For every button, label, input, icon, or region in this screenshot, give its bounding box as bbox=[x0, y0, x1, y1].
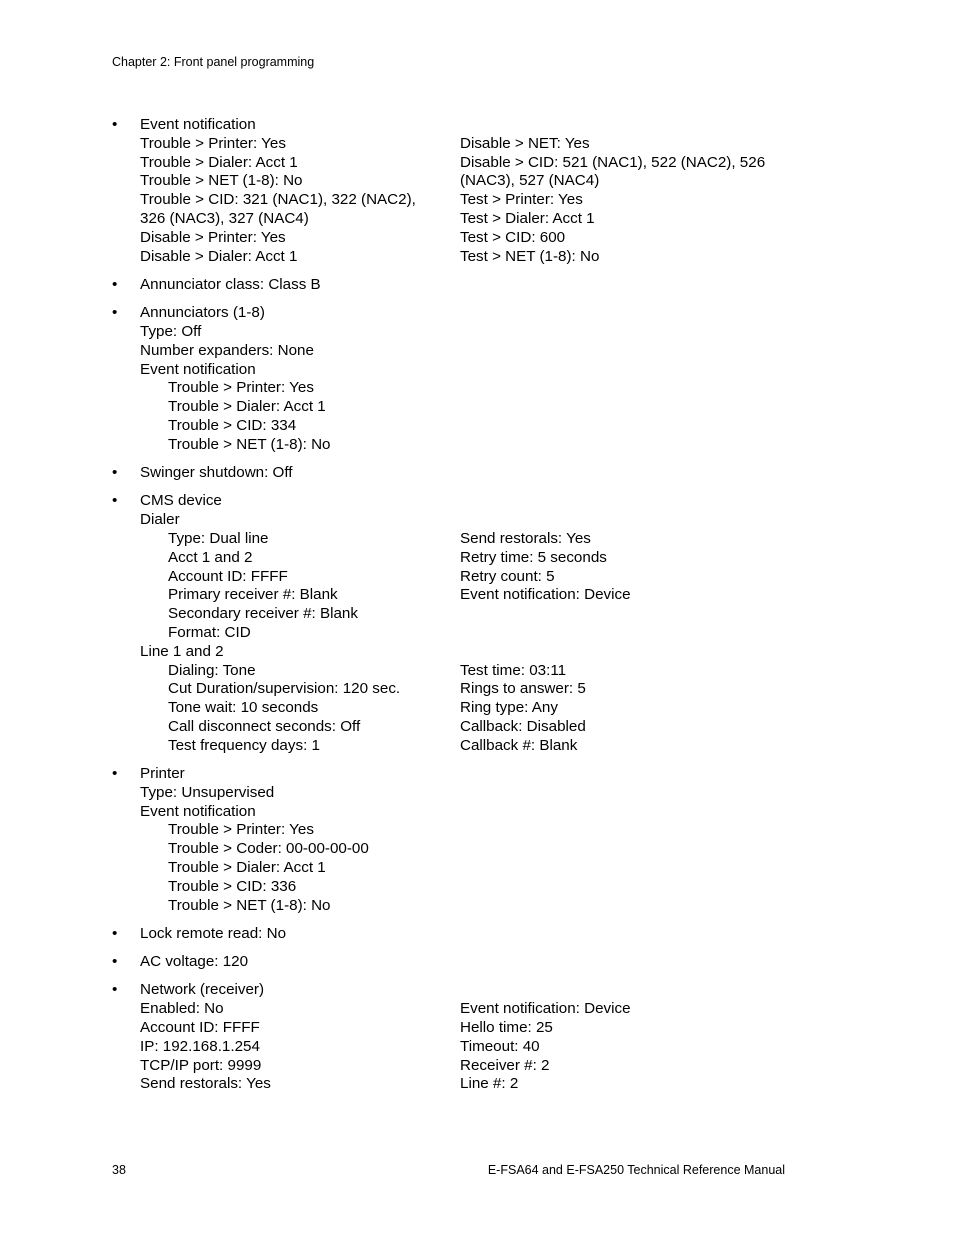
list-item-event-notification bbox=[112, 116, 812, 266]
setting-line: Format: CID bbox=[168, 623, 251, 641]
setting-line: Secondary receiver #: Blank bbox=[168, 605, 358, 623]
settings-list bbox=[112, 116, 812, 1104]
item-title: Annunciators (1-8) bbox=[140, 304, 265, 322]
subsection-label: Line 1 and 2 bbox=[140, 642, 224, 660]
setting-line: Dialing: Tone bbox=[168, 661, 256, 679]
bullet: • bbox=[112, 116, 118, 133]
setting-line: Disable > Printer: Yes bbox=[140, 228, 286, 246]
list-item-network-receiver bbox=[112, 981, 812, 1094]
setting-line: Rings to answer: 5 bbox=[460, 680, 586, 698]
list-item-cms-device bbox=[112, 492, 812, 755]
setting-line: Number expanders: None bbox=[140, 341, 314, 359]
manual-title: E-FSA64 and E-FSA250 Technical Reference Manual bbox=[487, 1163, 785, 1177]
setting-line: TCP/IP port: 9999 bbox=[140, 1056, 262, 1074]
setting-line: Trouble > Dialer: Acct 1 bbox=[168, 858, 326, 876]
setting-line: Hello time: 25 bbox=[460, 1019, 553, 1037]
item-title: CMS device bbox=[140, 492, 222, 510]
bullet: • bbox=[112, 275, 118, 293]
bullet: • bbox=[112, 492, 118, 510]
list-item-swinger-shutdown bbox=[112, 464, 812, 483]
setting-line: Trouble > NET (1-8): No bbox=[140, 172, 303, 190]
setting-line: (NAC3), 527 (NAC4) bbox=[460, 172, 600, 190]
setting-line: Test > CID: 600 bbox=[460, 228, 566, 246]
setting-line: Trouble > Dialer: Acct 1 bbox=[140, 153, 298, 171]
setting-line: Retry count: 5 bbox=[460, 567, 555, 585]
item-title: Printer bbox=[140, 765, 185, 782]
setting-line: Trouble > Printer: Yes bbox=[168, 379, 314, 397]
subsection-label: Dialer bbox=[140, 511, 180, 529]
setting-line: Test time: 03:11 bbox=[460, 661, 567, 679]
setting-line: Trouble > Dialer: Acct 1 bbox=[168, 398, 326, 416]
item-title: Swinger shutdown: Off bbox=[140, 464, 293, 482]
setting-line: Account ID: FFFF bbox=[168, 567, 288, 585]
setting-line: Type: Unsupervised bbox=[140, 783, 275, 801]
setting-line: Retry time: 5 seconds bbox=[460, 548, 607, 566]
list-item-printer bbox=[112, 765, 812, 915]
setting-line: Test > NET (1-8): No bbox=[460, 247, 600, 265]
bullet: • bbox=[112, 765, 118, 782]
setting-line: Trouble > Printer: Yes bbox=[140, 134, 286, 152]
setting-line: Event notification bbox=[140, 802, 256, 820]
setting-line: Trouble > NET (1-8): No bbox=[168, 435, 331, 453]
setting-line: Trouble > CID: 336 bbox=[168, 877, 297, 895]
setting-line: Test > Printer: Yes bbox=[460, 191, 583, 209]
setting-line: Event notification: Device bbox=[460, 586, 631, 604]
setting-line: 326 (NAC3), 327 (NAC4) bbox=[140, 209, 309, 227]
setting-line: Event notification bbox=[140, 360, 256, 378]
item-title: Lock remote read: No bbox=[140, 924, 287, 942]
setting-line: Acct 1 and 2 bbox=[168, 548, 253, 566]
list-item-ac-voltage bbox=[112, 953, 812, 972]
setting-line: Type: Dual line bbox=[168, 529, 269, 547]
setting-line: Callback: Disabled bbox=[460, 717, 586, 735]
setting-line: Primary receiver #: Blank bbox=[168, 586, 338, 604]
setting-line: Cut Duration/supervision: 120 sec. bbox=[168, 680, 401, 698]
setting-line: Trouble > Coder: 00-00-00-00 bbox=[168, 840, 369, 858]
setting-line: Type: Off bbox=[140, 322, 202, 340]
bullet: • bbox=[112, 953, 118, 971]
bullet: • bbox=[112, 981, 118, 999]
setting-line: Line #: 2 bbox=[460, 1075, 519, 1093]
setting-line: Account ID: FFFF bbox=[140, 1019, 260, 1037]
setting-line: Timeout: 40 bbox=[460, 1037, 540, 1055]
setting-line: Callback #: Blank bbox=[460, 736, 578, 754]
setting-line: Trouble > CID: 334 bbox=[168, 416, 297, 434]
setting-line: Test frequency days: 1 bbox=[168, 736, 320, 754]
setting-line: Event notification: Device bbox=[460, 1000, 631, 1018]
running-header: Chapter 2: Front panel programming bbox=[112, 55, 315, 69]
setting-line: Ring type: Any bbox=[460, 699, 558, 717]
setting-line: Trouble > NET (1-8): No bbox=[168, 896, 331, 914]
setting-line: Enabled: No bbox=[140, 1000, 224, 1018]
bullet: • bbox=[112, 304, 118, 322]
item-title: Network (receiver) bbox=[140, 981, 265, 999]
setting-line: Test > Dialer: Acct 1 bbox=[460, 209, 595, 227]
setting-line: Trouble > Printer: Yes bbox=[168, 821, 314, 839]
item-title: Event notification bbox=[140, 116, 256, 133]
bullet: • bbox=[112, 924, 118, 942]
setting-line: Send restorals: Yes bbox=[460, 529, 591, 547]
setting-line: Tone wait: 10 seconds bbox=[168, 699, 319, 717]
item-title: Annunciator class: Class B bbox=[140, 275, 321, 293]
setting-line: Send restorals: Yes bbox=[140, 1075, 271, 1093]
setting-line: Trouble > CID: 321 (NAC1), 322 (NAC2), bbox=[140, 191, 416, 209]
setting-line: IP: 192.168.1.254 bbox=[140, 1037, 260, 1055]
bullet: • bbox=[112, 464, 118, 482]
item-title: AC voltage: 120 bbox=[140, 953, 249, 971]
setting-line: Receiver #: 2 bbox=[460, 1056, 550, 1074]
setting-line: Disable > Dialer: Acct 1 bbox=[140, 247, 298, 265]
setting-line: Disable > CID: 521 (NAC1), 522 (NAC2), 526 bbox=[460, 153, 766, 171]
setting-line: Call disconnect seconds: Off bbox=[168, 717, 361, 735]
list-item-annunciators bbox=[112, 304, 812, 454]
page-number: 38 bbox=[112, 1163, 126, 1177]
list-item-lock-remote-read bbox=[112, 925, 812, 944]
list-item-annunciator-class bbox=[112, 276, 812, 295]
setting-line: Disable > NET: Yes bbox=[460, 134, 590, 152]
